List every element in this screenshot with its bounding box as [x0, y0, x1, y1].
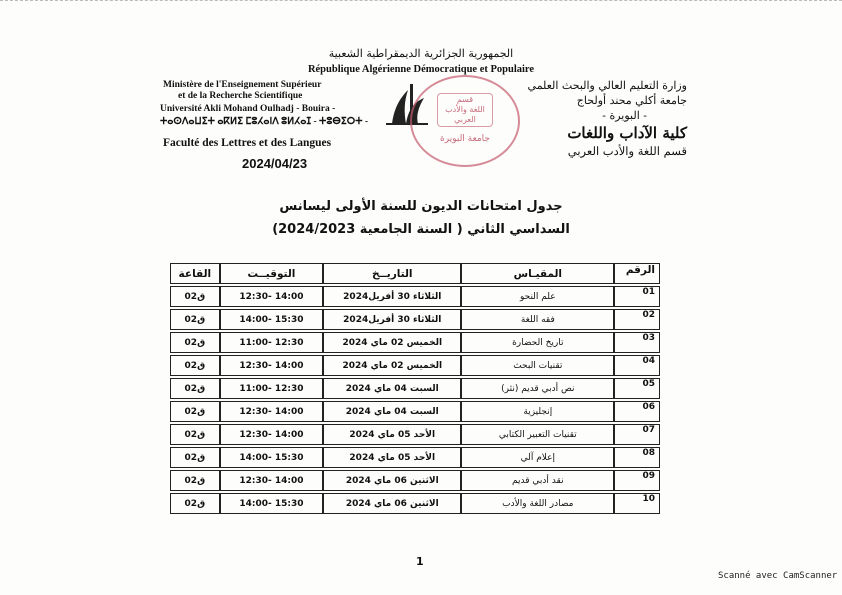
row-room: ق02 — [170, 401, 220, 422]
table-row — [170, 309, 660, 330]
header-subject: المقيـاس — [461, 263, 614, 284]
row-date: الاثنين 06 ماي 2024 — [323, 493, 461, 514]
row-num: 03 — [614, 332, 660, 353]
row-time: 12:30- 14:00 — [220, 424, 324, 445]
department-ar: قسم اللغة والأدب العربي — [567, 144, 687, 158]
row-time: 14:00- 15:30 — [220, 493, 324, 514]
stamp-box — [437, 93, 493, 127]
row-date: السبت 04 ماي 2024 — [323, 401, 461, 422]
row-date: الثلاثاء 30 أفريل2024 — [323, 286, 461, 307]
row-num: 01 — [614, 286, 660, 307]
row-room: ق02 — [170, 378, 220, 399]
stamp-line-1: قسم — [456, 95, 474, 104]
table-row — [170, 286, 660, 307]
table-row — [170, 355, 660, 376]
city-ar: - البويرة - — [602, 109, 647, 122]
table-row — [170, 332, 660, 353]
row-date: الأحد 05 ماي 2024 — [323, 447, 461, 468]
row-date: الثلاثاء 30 أفريل2024 — [323, 309, 461, 330]
page-number: 1 — [416, 555, 424, 568]
row-subject: إنجليزية — [461, 401, 614, 422]
header-date: التاريــخ — [323, 263, 461, 284]
header-room: القاعة — [170, 263, 220, 284]
row-room: ق02 — [170, 447, 220, 468]
row-subject: مصادر اللغة والأدب — [461, 493, 614, 514]
stamp-line-3: العربي — [454, 115, 476, 124]
university-ar: جامعة أكلي محند أولحاج — [576, 94, 687, 107]
row-num: 07 — [614, 424, 660, 445]
university-fr: Université Akli Mohand Oulhadj - Bouira - — [160, 104, 336, 114]
row-room: ق02 — [170, 424, 220, 445]
row-subject: نقد أدبي قديم — [461, 470, 614, 491]
table-header-row — [170, 263, 660, 284]
row-date: السبت 04 ماي 2024 — [323, 378, 461, 399]
row-subject: إعلام آلي — [461, 447, 614, 468]
table-row — [170, 378, 660, 399]
row-num: 04 — [614, 355, 660, 376]
scanner-watermark: Scanné avec CamScanner — [718, 571, 838, 581]
faculty-ar: كلية الآداب واللغات — [567, 124, 687, 142]
row-subject: تاريخ الحضارة — [461, 332, 614, 353]
row-subject: تقنيات التعبير الكتابي — [461, 424, 614, 445]
schedule-title: جدول امتحانات الديون للسنة الأولى ليسانس — [279, 199, 563, 214]
ministry-line-2: et de la Recherche Scientifique — [178, 91, 303, 101]
row-date: الأحد 05 ماي 2024 — [323, 424, 461, 445]
table-row — [170, 401, 660, 422]
table-row — [170, 447, 660, 468]
stamp-line-2: اللغة والأدب — [445, 105, 485, 114]
row-subject: تقنيات البحث — [461, 355, 614, 376]
row-num: 02 — [614, 309, 660, 330]
republic-title-ar: الجمهورية الجزائرية الديمقراطية الشعبية — [328, 47, 514, 60]
row-room: ق02 — [170, 309, 220, 330]
scan-edge-line — [0, 0, 842, 8]
row-time: 11:00- 12:30 — [220, 332, 324, 353]
row-date: الخميس 02 ماي 2024 — [323, 332, 461, 353]
row-time: 11:00- 12:30 — [220, 378, 324, 399]
department-stamp — [410, 75, 520, 167]
row-room: ق02 — [170, 355, 220, 376]
institution-block-fr — [160, 80, 368, 128]
row-date: الاثنين 06 ماي 2024 — [323, 470, 461, 491]
row-time: 12:30- 14:00 — [220, 401, 324, 422]
schedule-subtitle: السداسي الثاني ( السنة الجامعية 2024/2023) — [272, 222, 570, 237]
row-num: 06 — [614, 401, 660, 422]
document-date: 2024/04/23 — [242, 156, 308, 171]
table-row — [170, 424, 660, 445]
row-num: 10 — [614, 493, 660, 514]
row-time: 12:30- 14:00 — [220, 355, 324, 376]
row-room: ق02 — [170, 332, 220, 353]
row-num: 08 — [614, 447, 660, 468]
table-row — [170, 493, 660, 514]
row-subject: علم النحو — [461, 286, 614, 307]
row-room: ق02 — [170, 286, 220, 307]
row-time: 14:00- 15:30 — [220, 309, 324, 330]
ministry-line-1: Ministère de l'Enseignement Supérieur — [163, 80, 322, 90]
row-num: 09 — [614, 470, 660, 491]
exam-schedule-table — [170, 261, 660, 516]
table-row — [170, 470, 660, 491]
faculty-fr: Faculté des Lettres et des Langues — [163, 137, 332, 149]
stamp-ring-text: جامعة البويرة — [440, 134, 490, 144]
row-time: 12:30- 14:00 — [220, 286, 324, 307]
row-num: 05 — [614, 378, 660, 399]
row-subject: فقه اللغة — [461, 309, 614, 330]
header-num: الرقم — [614, 263, 660, 284]
row-room: ق02 — [170, 493, 220, 514]
institution-block-ar — [528, 78, 687, 159]
header-time: التوقيــت — [220, 263, 324, 284]
row-room: ق02 — [170, 470, 220, 491]
row-time: 12:30- 14:00 — [220, 470, 324, 491]
row-subject: نص أدبي قديم (نثر) — [461, 378, 614, 399]
row-time: 14:00- 15:30 — [220, 447, 324, 468]
row-date: الخميس 02 ماي 2024 — [323, 355, 461, 376]
university-tifinagh: ⵜⴰⵙⴷⴰⵡⵉⵜ ⴰⴽⵍⵉ ⵎⵓⵃⴰⵏⴷ ⵓⵍⵃⴰⵊ - ⵜⵓⴱⵉⵔⵜ - — [160, 117, 369, 127]
ministry-ar: وزارة التعليم العالي والبحث العلمي — [527, 79, 687, 92]
republic-title-fr: République Algérienne Démocratique et Populaire — [307, 64, 535, 75]
